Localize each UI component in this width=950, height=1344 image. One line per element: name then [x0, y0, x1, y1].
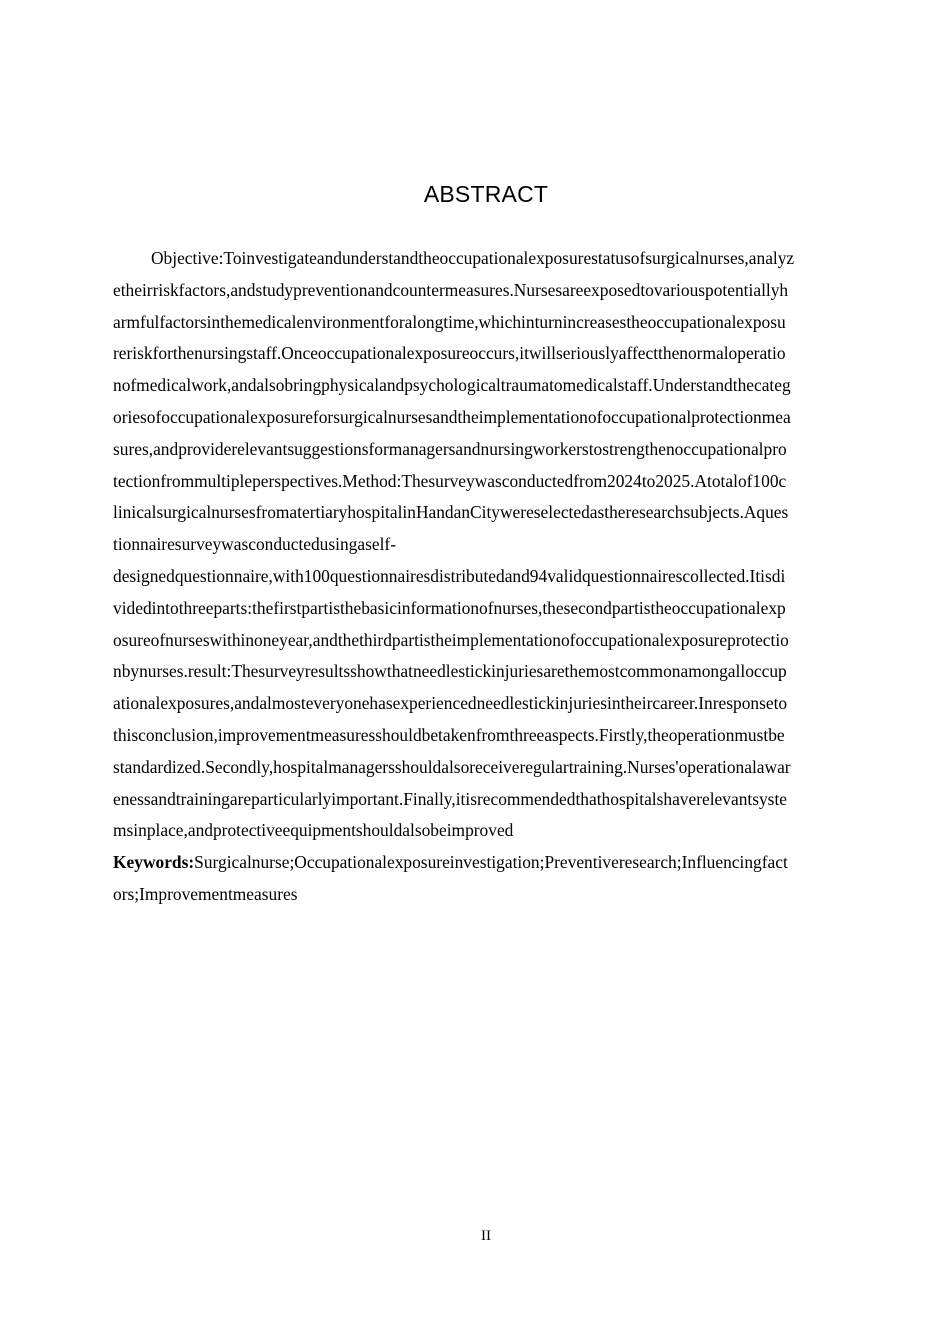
abstract-line: linicalsurgicalnursesfromatertiaryhospitalinHandanCitywereselectedastheresearchsubjects.Aques [113, 502, 789, 523]
abstract-line: etheirriskfactors,andstudypreventionandcountermeasures.Nursesareexposedtovariouspotentiallyh [113, 279, 789, 300]
abstract-line: osureofnurseswithinoneyear,andthethirdpartistheimplementationofoccupationalexposureprotectio [113, 629, 789, 650]
keywords-line: ors;Improvementmeasures [113, 883, 298, 904]
keywords-text: Surgicalnurse;Occupationalexposureinvestigation;Preventiveresearch;Influencingfact [194, 852, 788, 873]
abstract-line: armfulfactorsinthemedicalenvironmentforalongtime,whichinturnincreasestheoccupationalexposu [113, 311, 786, 332]
abstract-line: videdintothreeparts:thefirstpartisthebasicinformationofnurses,thesecondpartistheoccupationalexp [113, 597, 786, 618]
abstract-line: oriesofoccupationalexposureforsurgicalnursesandtheimplementationofoccupationalprotectionmea [113, 406, 791, 427]
page-number: II [481, 1228, 491, 1244]
abstract-line: tectionfrommultipleperspectives.Method:Thesurveywasconductedfrom2024to2025.Atotalof100c [113, 470, 787, 491]
abstract-line: reriskforthenursingstaff.Onceoccupationalexposureoccurs,itwillseriouslyaffectthenormaloperatio [113, 343, 786, 364]
abstract-line: Objective:Toinvestigateandunderstandtheoccupationalexposurestatusofsurgicalnurses,analyz [151, 248, 795, 268]
abstract-line: standardized.Secondly,hospitalmanagersshouldalsoreceiveregulartraining.Nurses'operationalawar [113, 756, 791, 777]
keywords-label: Keywords: [113, 852, 195, 873]
abstract-line: ationalexposures,andalmosteveryonehasexperiencedneedlestickinjuriesintheircareer.Inresponseto [113, 693, 788, 714]
abstract-line: nofmedicalwork,andalsobringphysicalandpsychologicaltraumatomedicalstaff.Understandthecateg [113, 375, 791, 396]
abstract-line: nbynurses.result:Thesurveyresultsshowthatneedlestickinjuriesarethemostcommonamongalloccup [113, 661, 787, 682]
abstract-line: sures,andproviderelevantsuggestionsformanagersandnursingworkerstostrengthenoccupationalpro [113, 438, 787, 459]
abstract-line: enessandtrainingareparticularlyimportant.Finally,itisrecommendedthathospitalshaverelevantsyste [113, 788, 787, 809]
abstract-line: thisconclusion,improvementmeasuresshouldbetakenfromthreeaspects.Firstly,theoperationmustbe [113, 724, 785, 745]
abstract-line: tionnairesurveywasconductedusingaself- [113, 534, 396, 555]
abstract-line: designedquestionnaire,with100questionnairesdistributedand94validquestionnairescollected.Itisdi [113, 565, 786, 586]
keywords-line [113, 847, 859, 879]
abstract-line: msinplace,andprotectiveequipmentshouldalsobeimproved [113, 820, 514, 841]
page-title: ABSTRACT [423, 181, 549, 207]
abstract-body [113, 243, 859, 911]
